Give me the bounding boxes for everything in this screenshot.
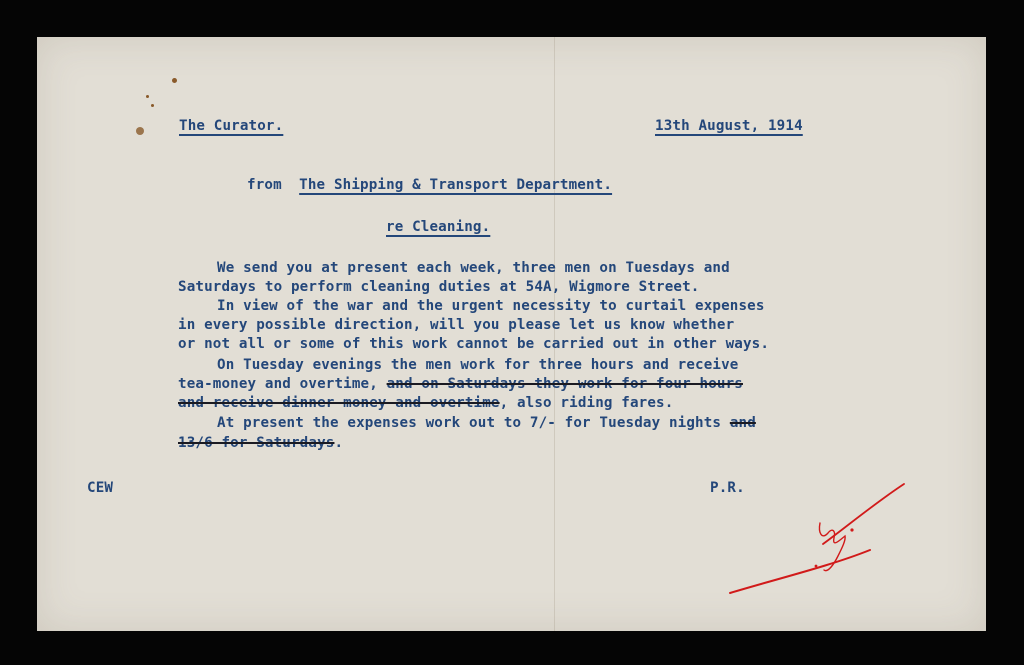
from-department: The Shipping & Transport Department. [299,177,613,193]
body-line [217,414,756,433]
body-text: . [334,435,344,451]
struck-text: and on Saturdays they work for four hours [386,376,743,392]
from-prefix: from [247,177,282,193]
signature-text: to f. [720,478,724,479]
letter-date: 13th August, 1914 [655,118,803,134]
stain-spot [151,104,154,107]
struck-text: and receive dinner money and overtime [178,395,500,411]
body-line: in every possible direction, will you please let us know whether [178,317,735,333]
body-line: Saturdays to perform cleaning duties at 54A, Wigmore Street. [178,279,700,295]
from-line [247,176,612,195]
red-signature [720,478,920,598]
subject: re Cleaning. [386,219,491,235]
recipient: The Curator. [179,118,284,134]
initials-left: CEW [87,480,114,496]
struck-text: 13/6 for Saturdays [178,435,335,451]
body-line: On Tuesday evenings the men work for three hours and receive [217,357,739,373]
body-line [178,375,743,394]
body-text: tea-money and overtime, [178,376,387,392]
initials-right: P.R. [710,480,745,496]
body-line: We send you at present each week, three men on Tuesdays and [217,260,730,276]
struck-text: and [729,415,756,431]
body-text: , also riding fares. [499,395,674,411]
body-line: In view of the war and the urgent necessity to curtail expenses [217,298,765,314]
stain-spot [136,127,144,135]
body-text: At present the expenses work out to 7/- for Tuesday nights [217,415,730,431]
body-line [178,434,343,453]
stain-spot [172,78,177,83]
stain-spot [146,95,149,98]
body-line [178,394,673,413]
body-line: or not all or some of this work cannot be carried out in other ways. [178,336,770,352]
